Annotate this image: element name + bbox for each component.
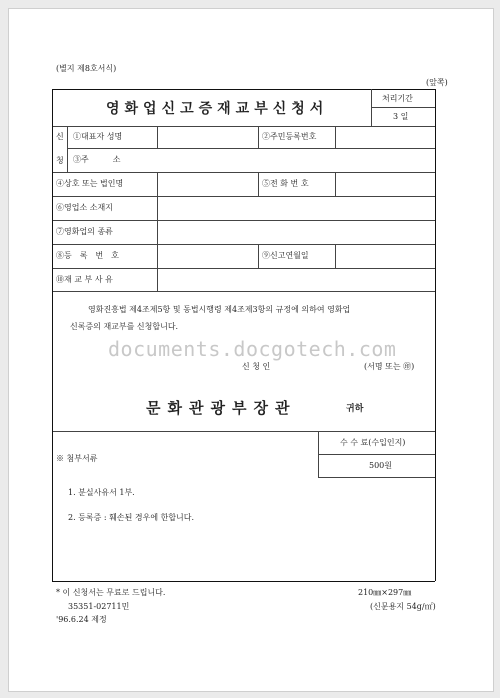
form-title: 영화업신고증재교부신청서	[106, 101, 329, 117]
label-column-line	[157, 268, 158, 291]
reissue-reason-label: ⑩재 교 부 사 유	[56, 275, 113, 284]
revision-date: '96.6.24 제정	[56, 615, 107, 624]
form-number: (별지 제8호서식)	[56, 64, 117, 73]
row-line	[52, 196, 435, 197]
company-name-label: ④상호 또는 법인명	[56, 179, 124, 188]
applicant-label-bottom: 청	[56, 156, 64, 165]
applicant-signer: 신 청 인	[242, 362, 271, 371]
paper-spec: (신문용지 54g/㎡)	[370, 602, 436, 611]
phone-label: ⑤전 화 번 호	[262, 179, 309, 188]
statement-line-1: 영화진흥법 제4조제5항 및 동법시행령 제4조제3항의 규정에 의하여 영화업	[88, 305, 351, 314]
table-bottom-border	[52, 581, 435, 582]
business-location-label: ⑥영업소 소재지	[56, 203, 113, 212]
mid-column-line	[258, 126, 259, 148]
processing-period-value: 3 일	[393, 112, 409, 121]
applicant-label-top: 신	[56, 132, 64, 141]
statement-bottom-line	[52, 431, 435, 432]
processing-period-label: 처리기간	[382, 94, 413, 103]
processing-column-line	[371, 89, 372, 126]
signature-note: (서명 또는 ㊞)	[364, 362, 415, 371]
attachments-label: ※ 첨부서류	[56, 454, 98, 463]
form-code: 35351-02711민	[68, 602, 130, 611]
table-top-border	[52, 89, 435, 90]
fee-column-line	[318, 431, 319, 477]
row-line	[52, 291, 435, 292]
applicant-column-line	[67, 126, 68, 172]
addressee-label: 귀하	[346, 404, 364, 414]
watermark: documents.docgotech.com	[108, 337, 397, 361]
report-date-label: ⑨신고연월일	[262, 251, 309, 260]
mid-column-line	[258, 172, 259, 196]
table-left-border	[52, 89, 53, 581]
row-line	[52, 220, 435, 221]
fee-label: 수 수 료(수입인지)	[340, 438, 406, 447]
row-line	[52, 268, 435, 269]
footer-note: * 이 신청서는 무료로 드립니다.	[56, 588, 166, 597]
attachment-item-2: 2. 등록증 : 훼손된 경우에 한합니다.	[68, 513, 195, 522]
authority-name: 문화관광부장관	[146, 399, 297, 417]
row-line	[52, 172, 435, 173]
row-line	[52, 244, 435, 245]
processing-divider	[371, 107, 435, 108]
paper-size: 210㎜×297㎜	[358, 588, 412, 597]
label-column-line	[157, 126, 158, 148]
table-right-border	[435, 89, 436, 581]
fee-divider	[318, 454, 435, 455]
statement-line-2: 신록증의 재교부를 신청합니다.	[70, 322, 179, 331]
right-label-line	[335, 244, 336, 268]
right-label-line	[335, 126, 336, 148]
resident-number-label: ②주민등록번호	[262, 132, 317, 141]
page-side-label: (앞쪽)	[426, 78, 448, 87]
fee-value: 500원	[369, 461, 392, 470]
mid-column-line	[258, 244, 259, 268]
attachment-item-1: 1. 분실사유서 1부.	[68, 488, 135, 497]
row-line	[67, 148, 435, 149]
right-label-line	[335, 172, 336, 196]
address-label: ③주 소	[73, 155, 121, 164]
fee-bottom-line	[318, 477, 435, 478]
label-column-line	[157, 172, 158, 268]
registration-number-label: ⑧등 록 번 호	[56, 251, 119, 260]
business-type-label: ⑦영화업의 종류	[56, 227, 113, 236]
row-line	[52, 126, 435, 127]
representative-name-label: ①대표자 성명	[73, 132, 123, 141]
